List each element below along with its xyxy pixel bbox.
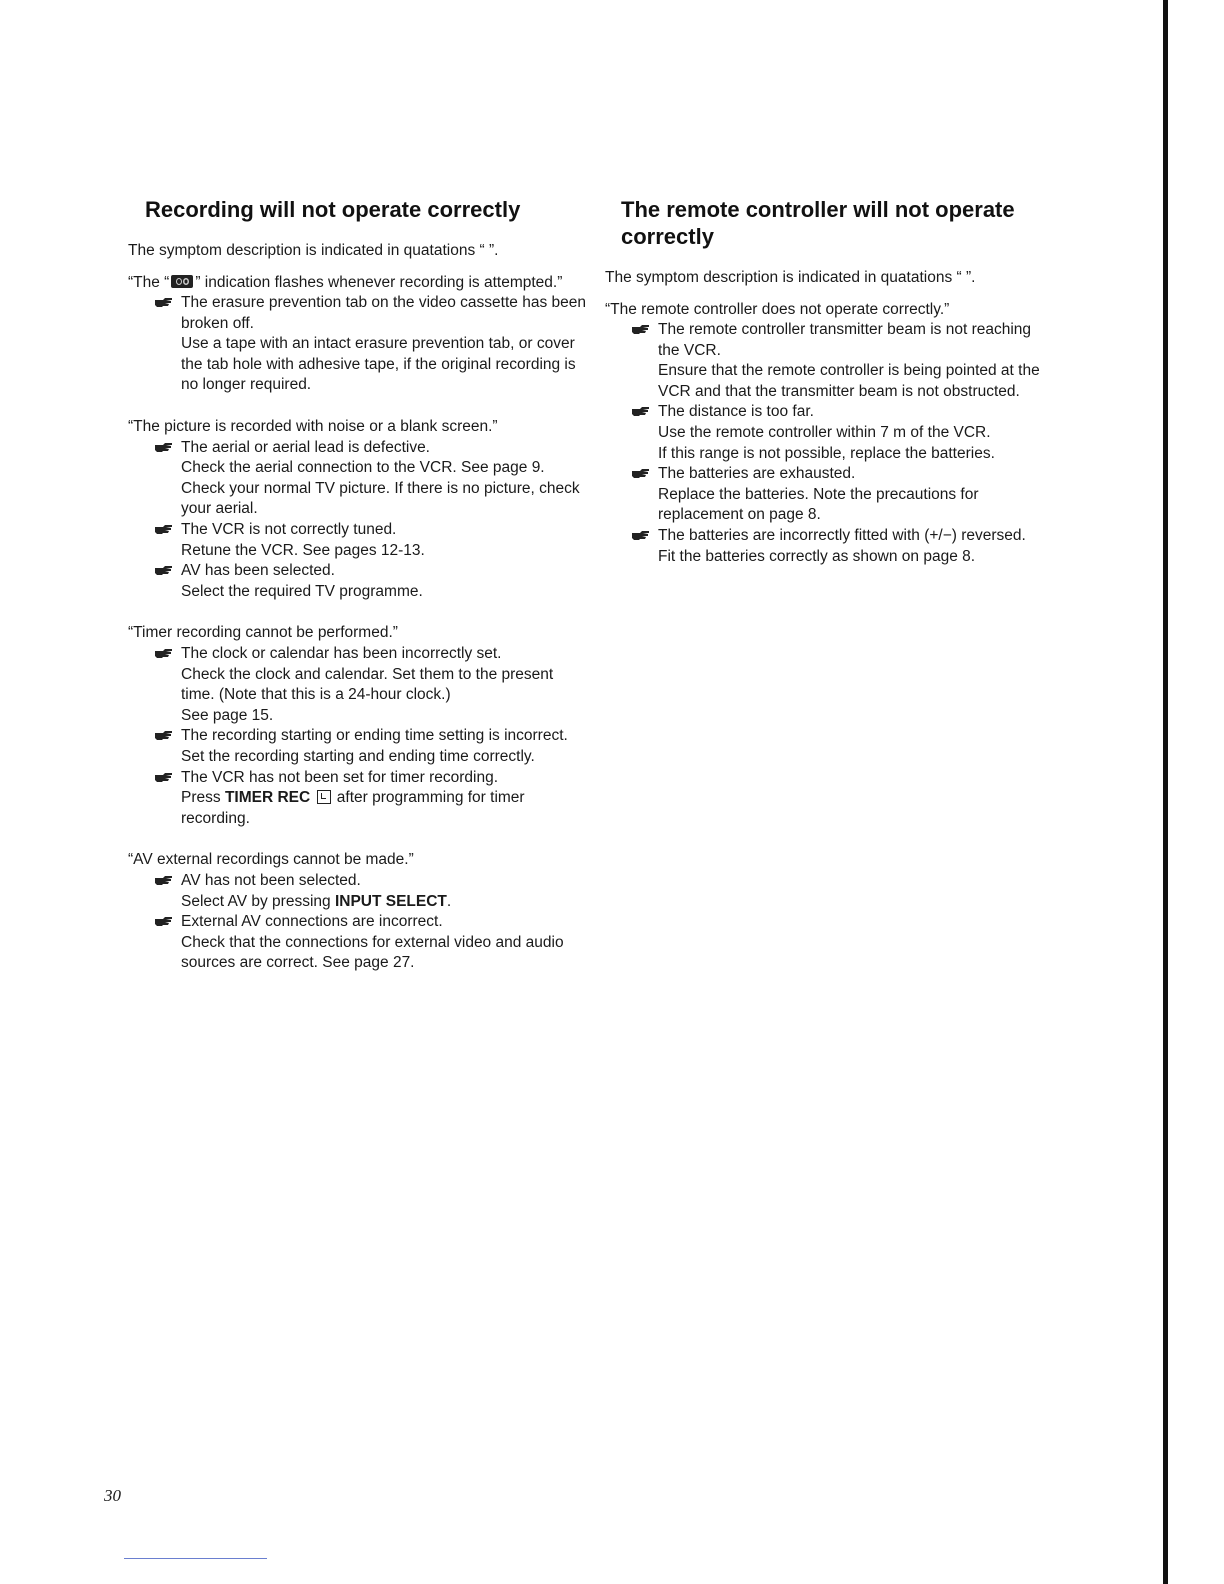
symptom-group — [128, 417, 588, 602]
pointing-hand-icon — [154, 728, 174, 742]
section-heading: Recording will not operate correctly — [145, 197, 521, 222]
pointing-hand-icon — [631, 404, 651, 418]
pointing-hand-icon — [154, 914, 174, 928]
symptom-text: “The picture is recorded with noise or a blank screen.” — [128, 418, 498, 436]
pointing-hand-icon — [154, 646, 174, 660]
symptom-group — [128, 623, 588, 829]
timer-rec-label: TIMER REC — [224, 789, 311, 807]
symptom-text: “The remote controller does not operate correctly.” — [605, 300, 950, 318]
list-item: The batteries are incorrectly fitted with (+/−) reversed. Fit the batteries correctly as shown on page 8. — [605, 526, 1055, 567]
timer-icon — [317, 790, 331, 804]
list-item: The VCR is not correctly tuned. Retune the VCR. See pages 12-13. — [128, 520, 588, 561]
pointing-hand-icon — [154, 295, 174, 309]
bottom-rule — [124, 1558, 267, 1559]
section-heading: The remote controller will not operate correctly — [621, 197, 1015, 249]
list-item: The remote controller transmitter beam is not reaching the VCR. Ensure that the remote controller is being pointed at the VCR and that the transmitter beam is not obstructed. — [605, 320, 1055, 402]
list-item: AV has been selected. Select the required TV programme. — [128, 561, 588, 602]
list-item: The aerial or aerial lead is defective. Check the aerial connection to the VCR. See page 9. Check your normal TV picture. If there is no picture, check your aerial. — [128, 438, 588, 520]
list-item: The recording starting or ending time setting is incorrect. Set the recording starting and ending time correctly. — [128, 726, 588, 767]
pointing-hand-icon — [154, 770, 174, 784]
list-item: The batteries are exhausted. Replace the batteries. Note the precautions for replacement on page 8. — [605, 464, 1055, 526]
symptom-text: “AV external recordings cannot be made.” — [128, 851, 414, 869]
intro-text: The symptom description is indicated in quatations “ ”. — [605, 269, 976, 286]
list-item: AV has not been selected. Select AV by pressing INPUT SELECT. — [128, 871, 588, 912]
intro-text: The symptom description is indicated in quatations “ ”. — [128, 242, 499, 259]
symptom-text: “Timer recording cannot be performed.” — [128, 624, 398, 642]
symptom-group — [128, 850, 588, 974]
symptom-text: “The “ ” indication flashes whenever recording is attempted.” — [128, 273, 563, 291]
symptom-group — [605, 300, 1055, 568]
left-column — [128, 196, 588, 974]
page-edge-border — [1163, 0, 1168, 1584]
pointing-hand-icon — [154, 522, 174, 536]
pointing-hand-icon — [631, 322, 651, 336]
right-column — [605, 196, 1055, 567]
pointing-hand-icon — [154, 873, 174, 887]
symptom-group — [128, 273, 588, 397]
list-item: External AV connections are incorrect. Check that the connections for external video and audio sources are correct. See page 27. — [128, 912, 588, 974]
pointing-hand-icon — [631, 466, 651, 480]
list-item: The distance is too far. Use the remote controller within 7 m of the VCR. If this range is not possible, replace the batteries. — [605, 402, 1055, 464]
list-item: The VCR has not been set for timer recording. Press TIMER REC after programming for timer recording. — [128, 768, 588, 830]
list-item: The clock or calendar has been incorrectly set. Check the clock and calendar. Set them to the present time. (Note that this is a 24-hour clock.) See page 15. — [128, 644, 588, 726]
pointing-hand-icon — [154, 563, 174, 577]
list-item: The erasure prevention tab on the video cassette has been broken off. Use a tape with an intact erasure prevention tab, or cover the tab hole with adhesive tape, if the original recording is no longer required. — [128, 293, 588, 396]
pointing-hand-icon — [631, 528, 651, 542]
input-select-label: INPUT SELECT — [334, 892, 447, 910]
pointing-hand-icon — [154, 440, 174, 454]
recording-indication-icon — [171, 275, 193, 288]
page-number: 30 — [104, 1486, 121, 1505]
